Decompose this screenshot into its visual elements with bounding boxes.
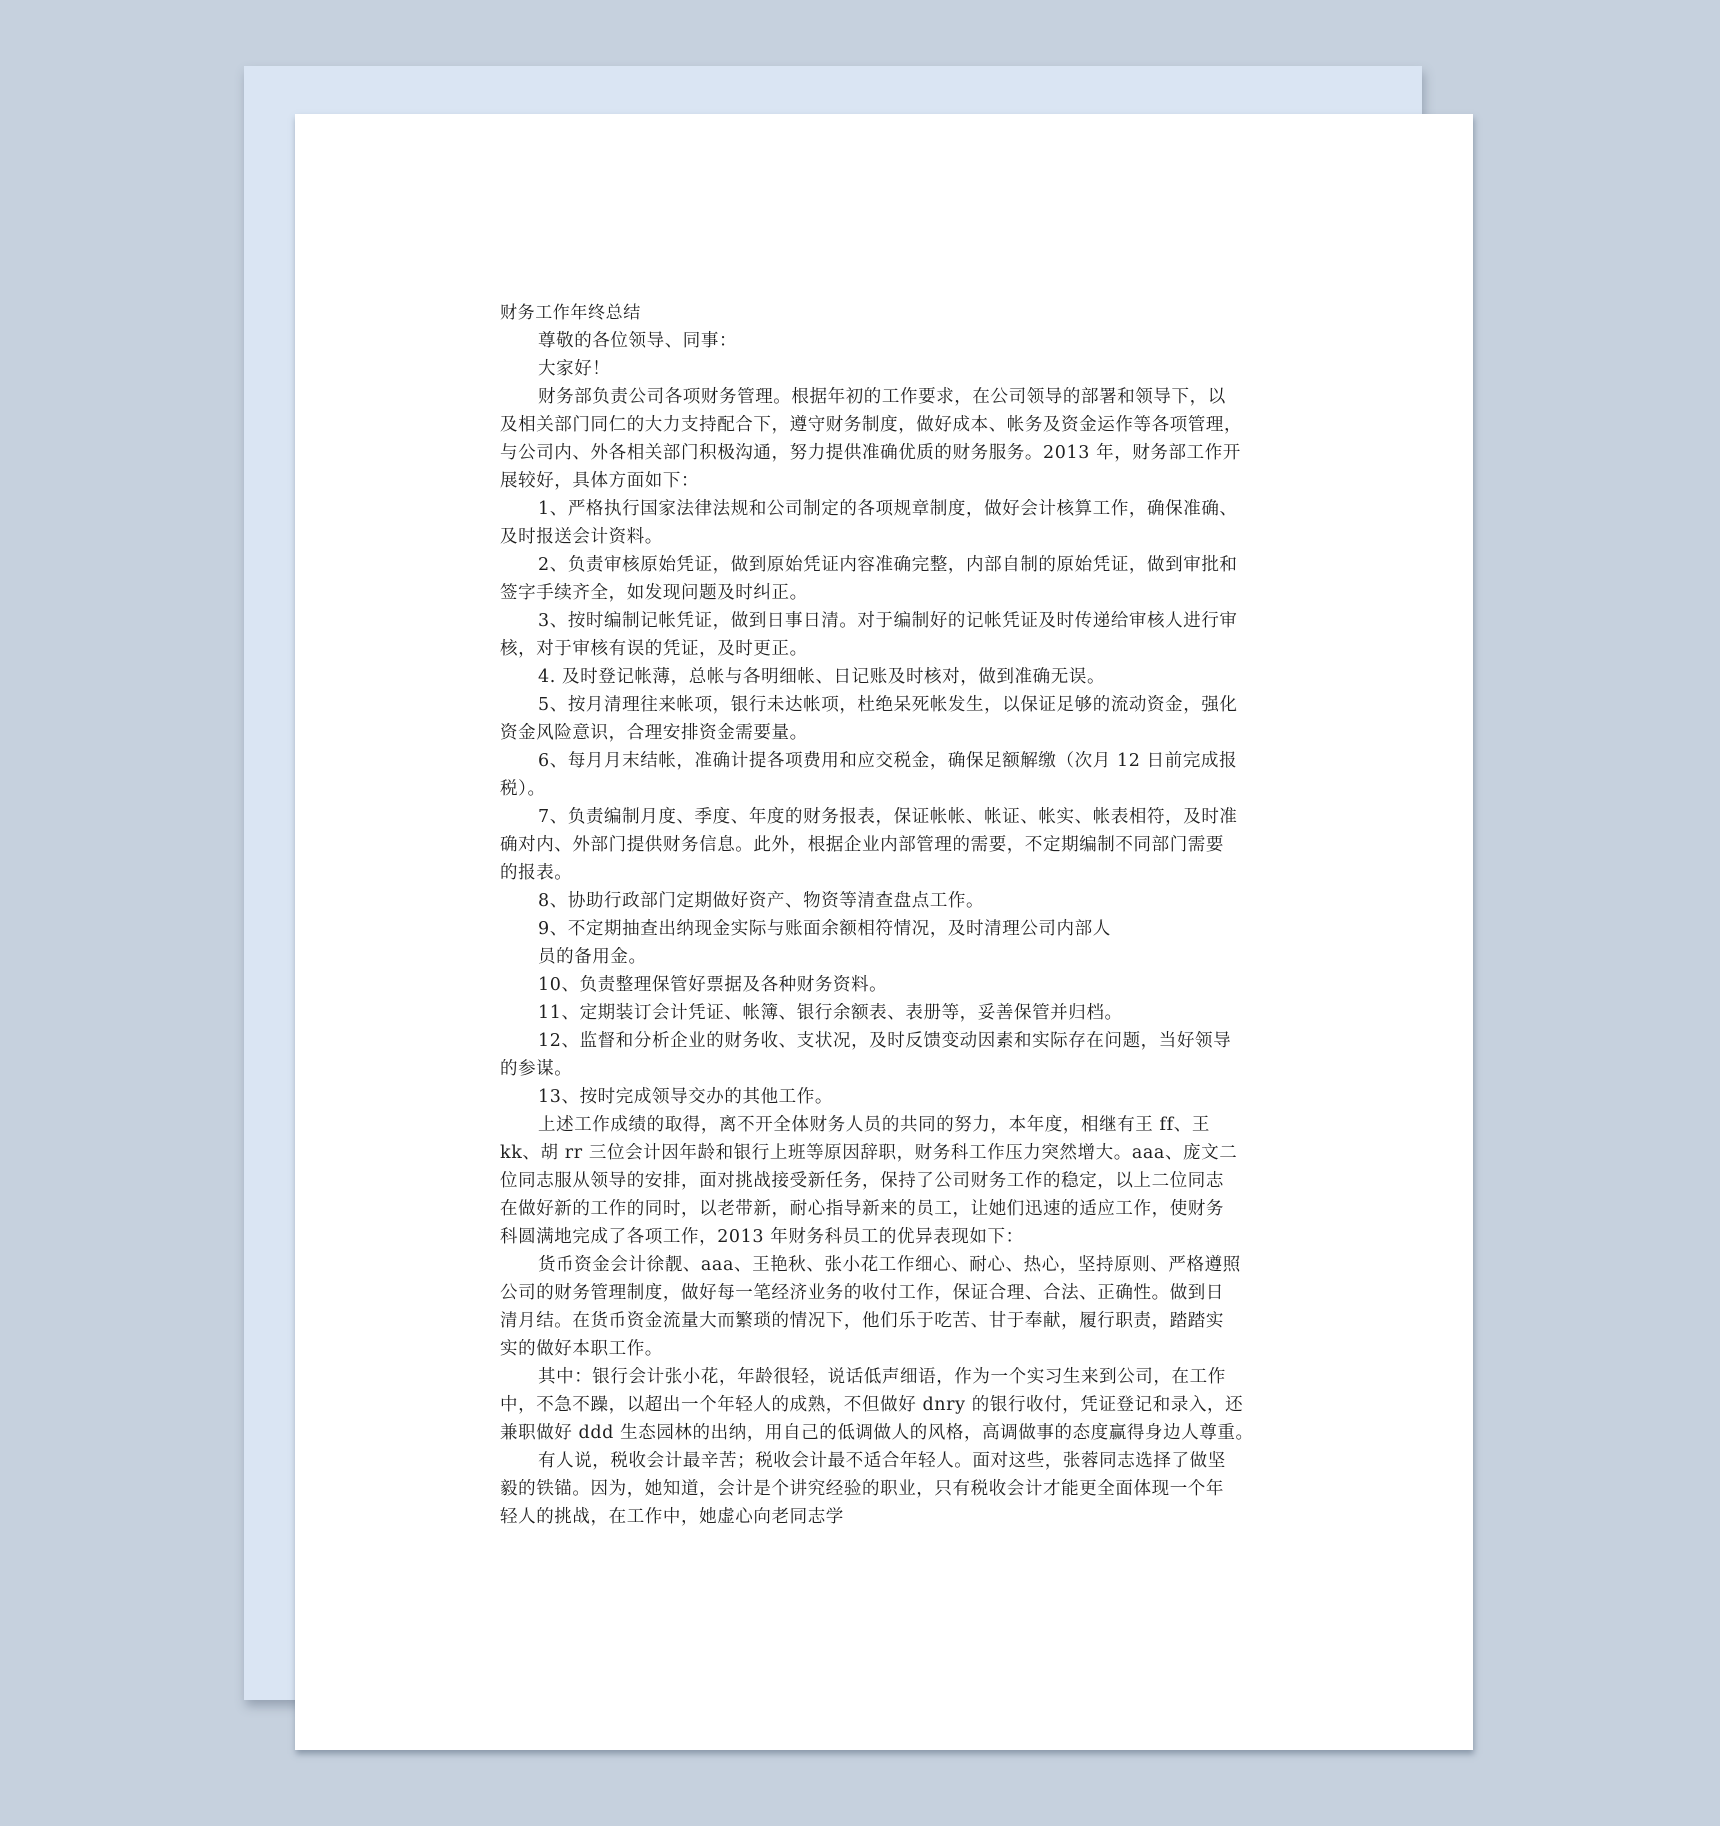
text-line: 11、定期装订会计凭证、帐簿、银行余额表、表册等，妥善保管并归档。 — [538, 1003, 1123, 1023]
text-line: 实的做好本职工作。 — [500, 1339, 663, 1359]
text-line: 位同志服从领导的安排，面对挑战接受新任务，保持了公司财务工作的稳定，以上二位同志 — [500, 1171, 1224, 1191]
text-line: 员的备用金。 — [538, 947, 647, 967]
text-line: 13、按时完成领导交办的其他工作。 — [538, 1087, 833, 1107]
text-line: 兼职做好 ddd 生态园林的出纳，用自己的低调做人的风格，高调做事的态度赢得身边人尊重。 — [500, 1423, 1254, 1443]
text-line: 科圆满地完成了各项工作，2013 年财务科员工的优异表现如下： — [500, 1227, 1024, 1247]
text-line: 公司的财务管理制度，做好每一笔经济业务的收付工作，保证合理、合法、正确性。做到日 — [500, 1283, 1224, 1303]
text-line: 8、协助行政部门定期做好资产、物资等清查盘点工作。 — [538, 891, 985, 911]
text-line: 签字手续齐全，如发现问题及时纠正。 — [500, 583, 808, 603]
text-line: 上述工作成绩的取得，离不开全体财务人员的共同的努力，本年度，相继有王 ff、王 — [538, 1115, 1210, 1135]
text-line: 的参谋。 — [500, 1059, 573, 1079]
text-line: 货币资金会计徐靓、aaa、王艳秋、张小花工作细心、耐心、热心，坚持原则、严格遵照 — [538, 1255, 1241, 1275]
text-line: 3、按时编制记帐凭证，做到日事日清。对于编制好的记帐凭证及时传递给审核人进行审 — [538, 611, 1238, 631]
text-line: 展较好，具体方面如下： — [500, 471, 700, 491]
text-line: 毅的铁锚。因为，她知道，会计是个讲究经验的职业，只有税收会计才能更全面体现一个年 — [500, 1479, 1224, 1499]
text-line: 大家好！ — [538, 359, 611, 379]
text-line: 4. 及时登记帐薄，总帐与各明细帐、日记账及时核对，做到准确无误。 — [538, 667, 1106, 687]
text-line: 尊敬的各位领导、同事： — [538, 331, 738, 351]
text-line: 1、严格执行国家法律法规和公司制定的各项规章制度，做好会计核算工作，确保准确、 — [538, 499, 1238, 519]
text-line: 9、不定期抽查出纳现金实际与账面余额相符情况，及时清理公司内部人 — [538, 919, 1111, 939]
text-line: 6、每月月末结帐，准确计提各项费用和应交税金，确保足额解缴（次月 12 日前完成报 — [538, 751, 1238, 771]
text-line: 财务部负责公司各项财务管理。根据年初的工作要求，在公司领导的部署和领导下，以 — [538, 387, 1226, 407]
text-line: 确对内、外部门提供财务信息。此外，根据企业内部管理的需要，不定期编制不同部门需要 — [500, 835, 1224, 855]
text-line: 税）。 — [500, 779, 546, 799]
document-body — [500, 299, 1270, 1531]
text-line: 其中：银行会计张小花，年龄很轻，说话低声细语，作为一个实习生来到公司，在工作 — [538, 1367, 1226, 1387]
text-line: 及时报送会计资料。 — [500, 527, 663, 547]
text-line: 5、按月清理往来帐项，银行未达帐项，杜绝呆死帐发生，以保证足够的流动资金，强化 — [538, 695, 1238, 715]
text-line: 清月结。在货币资金流量大而繁琐的情况下，他们乐于吃苦、甘于奉献，履行职责，踏踏实 — [500, 1311, 1224, 1331]
document-page — [295, 114, 1473, 1750]
text-line: 12、监督和分析企业的财务收、支状况，及时反馈变动因素和实际存在问题，当好领导 — [538, 1031, 1232, 1051]
text-line: 轻人的挑战，在工作中，她虚心向老同志学 — [500, 1507, 844, 1527]
text-line: 在做好新的工作的同时，以老带新，耐心指导新来的员工，让她们迅速的适应工作，使财务 — [500, 1199, 1224, 1219]
text-line: 与公司内、外各相关部门积极沟通，努力提供准确优质的财务服务。2013 年，财务部工作开 — [500, 443, 1241, 463]
text-line: 有人说，税收会计最辛苦；税收会计最不适合年轻人。面对这些，张蓉同志选择了做坚 — [538, 1451, 1226, 1471]
text-line: 10、负责整理保管好票据及各种财务资料。 — [538, 975, 888, 995]
text-line: 及相关部门同仁的大力支持配合下，遵守财务制度，做好成本、帐务及资金运作等各项管理， — [500, 415, 1243, 435]
text-line: 的报表。 — [500, 863, 573, 883]
document-text — [500, 327, 1270, 1531]
text-line: kk、胡 rr 三位会计因年龄和银行上班等原因辞职，财务科工作压力突然增大。aaa、庞文二 — [500, 1143, 1238, 1163]
text-line: 2、负责审核原始凭证，做到原始凭证内容准确完整，内部自制的原始凭证，做到审批和 — [538, 555, 1238, 575]
text-line: 7、负责编制月度、季度、年度的财务报表，保证帐帐、帐证、帐实、帐表相符，及时准 — [538, 807, 1238, 827]
text-line: 中，不急不躁，以超出一个年轻人的成熟，不但做好 dnry 的银行收付，凭证登记和录入，还 — [500, 1395, 1244, 1415]
text-line: 核，对于审核有误的凭证，及时更正。 — [500, 639, 808, 659]
document-title: 财务工作年终总结 — [500, 303, 641, 323]
text-line: 资金风险意识，合理安排资金需要量。 — [500, 723, 808, 743]
